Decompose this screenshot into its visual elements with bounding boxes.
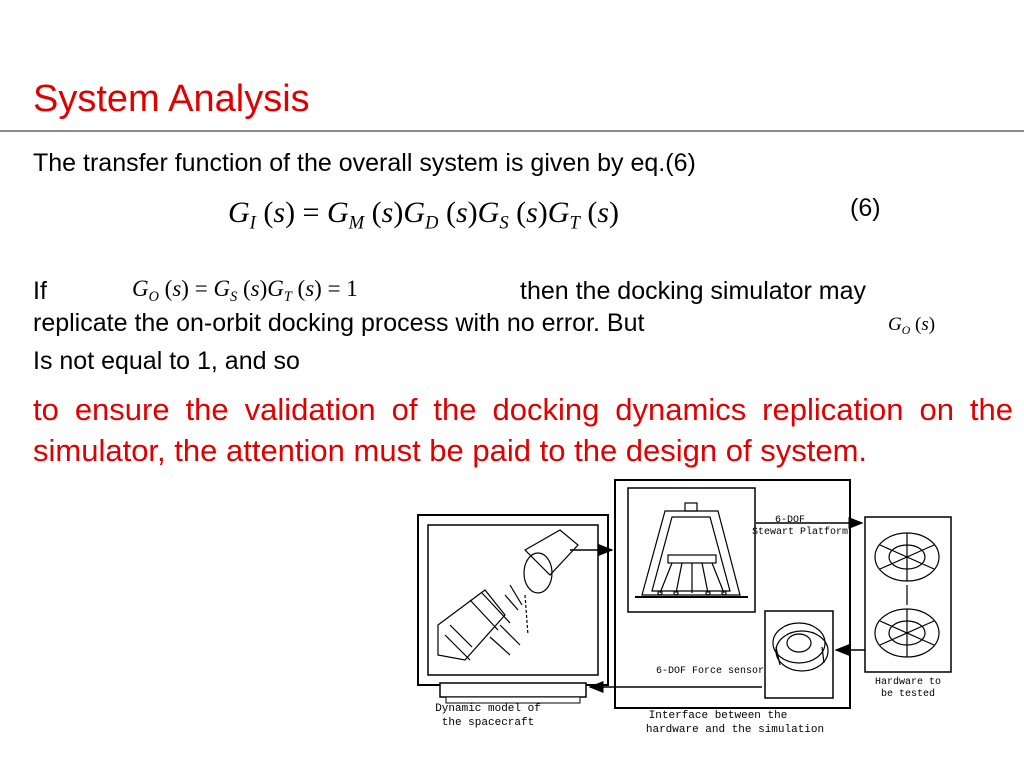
force-sensor-label: 6-DOF Force sensor	[655, 666, 765, 677]
slide-title: System Analysis	[33, 78, 310, 120]
then-clause: then the docking simulator may	[520, 277, 867, 305]
title-divider	[0, 130, 1024, 132]
hardware-box	[865, 517, 951, 672]
inline-go-symbol: $G_O$ (s)	[888, 314, 936, 338]
not-equal-sentence: Is not equal to 1, and so	[33, 347, 300, 375]
hardware-label-line1: Hardware to	[874, 677, 942, 688]
equation-number: (6)	[850, 194, 881, 222]
dynamic-model-label-line2: the spacecraft	[441, 717, 535, 729]
platform-label-line2: Stewart Platform	[751, 527, 849, 538]
stewart-platform-box	[628, 488, 755, 612]
transfer-function-sentence: The transfer function of the overall system is given by eq.(6)	[33, 149, 696, 177]
if-label: If	[33, 277, 47, 305]
interface-label-line2: hardware and the simulation	[645, 724, 825, 736]
red-emphasis-paragraph: to ensure the validation of the docking dynamics replication on the simulator, the attention must be paid to the design of system.	[33, 392, 1013, 468]
replicate-sentence: replicate the on-orbit docking process with no error. But	[33, 309, 645, 337]
monitor-drawing	[418, 515, 608, 703]
dynamic-model-label-line1: Dynamic model of	[435, 703, 541, 715]
hardware-label-line2: be tested	[880, 689, 936, 700]
system-diagram	[410, 475, 970, 765]
platform-label-line1: 6-DOF	[774, 515, 806, 526]
interface-label-line1: Interface between the	[648, 710, 788, 722]
main-equation: $G_I$ $(s) = G_M$ $(s)G_D$ $(s)G_S$ $(s)G_T$ (s)	[228, 196, 619, 234]
condition-equation: $G_O$ $(s) = G_S$ $(s)G_T$ (s) = 1	[132, 276, 358, 305]
